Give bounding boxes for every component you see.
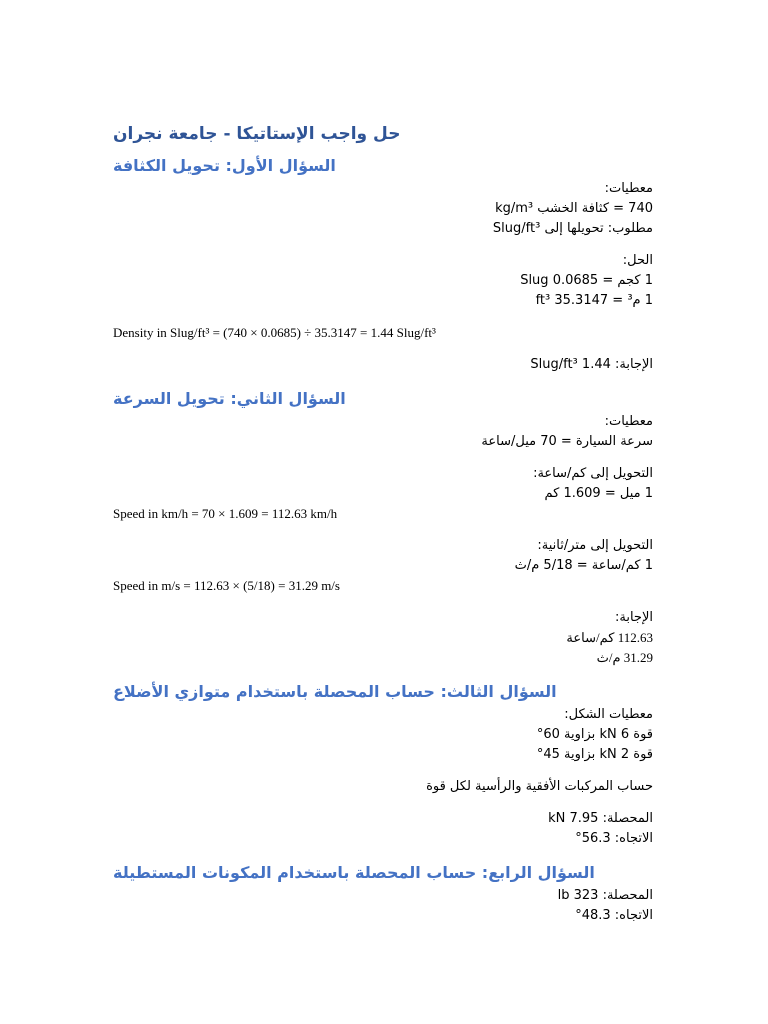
q1-calculation: Density in Slug/ft³ = (740 × 0.0685) ÷ 35.3147 = 1.44 Slug/ft³	[113, 325, 436, 340]
q2-answer-1: 112.63 كم/ساعة	[566, 630, 653, 645]
q1-given-1: 740 = كثافة الخشب kg/m³	[495, 201, 653, 216]
q2-conversion-1-rule: 1 ميل = 1.609 كم	[544, 486, 653, 501]
q2-heading: السؤال الثاني: تحويل السرعة	[113, 389, 346, 408]
document-page	[113, 122, 653, 926]
q1-solution-label: الحل:	[622, 253, 653, 268]
q2-conversion-2-rule: 1 كم/ساعة = 5/18 م/ث	[514, 558, 653, 573]
q4-heading: السؤال الرابع: حساب المحصلة باستخدام المكونات المستطيلة	[113, 863, 595, 882]
q1-heading: السؤال الأول: تحويل الكثافة	[113, 156, 336, 175]
q2-answer-2: 31.29 م/ث	[596, 650, 653, 665]
q4-direction: الاتجاه: 48.3°	[575, 908, 653, 923]
q1-solution-1: 1 كجم = 0.0685 Slug	[520, 273, 653, 288]
q2-conversion-2-label: التحويل إلى متر/ثانية:	[537, 538, 653, 553]
q3-force-2: قوة 2 kN بزاوية 45°	[536, 747, 653, 762]
q3-direction: الاتجاه: 56.3°	[575, 831, 653, 846]
q1-answer: الإجابة: 1.44 Slug/ft³	[530, 357, 653, 372]
q3-givens-label: معطيات الشكل:	[564, 707, 653, 722]
q2-answer-label: الإجابة:	[615, 610, 653, 625]
q3-method: حساب المركبات الأفقية والرأسية لكل قوة	[426, 779, 653, 794]
q2-conversion-2-calculation: Speed in m/s = 112.63 × (5/18) = 31.29 m/s	[113, 578, 340, 593]
q2-given-1: سرعة السيارة = 70 ميل/ساعة	[481, 434, 653, 449]
q4-result: المحصلة: 323 lb	[557, 888, 653, 903]
q1-solution-2: 1 م³ = 35.3147 ft³	[535, 293, 653, 308]
document-title: حل واجب الإستاتيكا - جامعة نجران	[113, 124, 401, 144]
q3-result: المحصلة: 7.95 kN	[548, 811, 653, 826]
q1-givens-label: معطيات:	[604, 181, 653, 196]
q2-givens-label: معطيات:	[604, 414, 653, 429]
q2-conversion-1-calculation: Speed in km/h = 70 × 1.609 = 112.63 km/h	[113, 506, 338, 521]
q3-force-1: قوة 6 kN بزاوية 60°	[536, 727, 653, 742]
q1-given-2: مطلوب: تحويلها إلى Slug/ft³	[492, 221, 653, 236]
q2-conversion-1-label: التحويل إلى كم/ساعة:	[533, 466, 653, 481]
q3-heading: السؤال الثالث: حساب المحصلة باستخدام متوازي الأضلاع	[113, 682, 557, 701]
